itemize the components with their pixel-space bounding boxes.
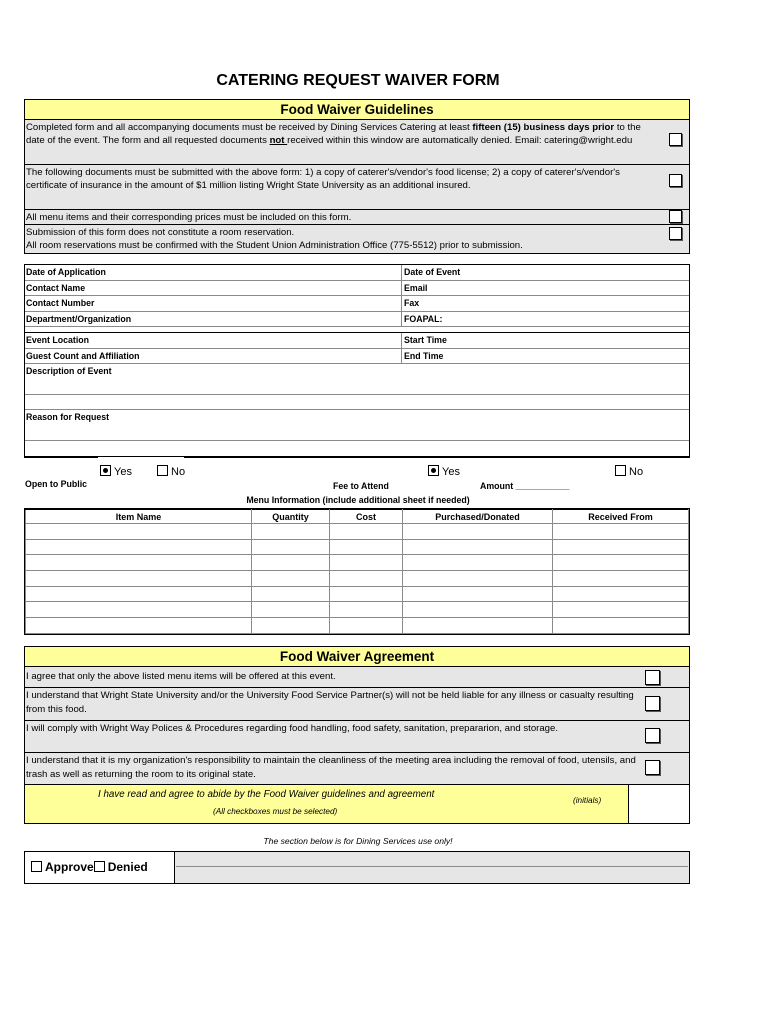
menu-cell[interactable] [26, 571, 252, 587]
agreement-checkbox-4[interactable] [645, 760, 660, 775]
guideline-room-reservation: Submission of this form does not constitute a room reservation. All room reservations must be confirmed with the Student Union Administration Office (775-5512) prior to submission. [25, 225, 689, 253]
approve-option[interactable]: Approve [31, 860, 94, 874]
menu-row [26, 618, 689, 634]
foapal-field[interactable]: FOAPAL: [404, 313, 443, 324]
guidelines-section [24, 99, 690, 254]
col-quantity: Quantity [252, 510, 330, 524]
col-purchased-donated: Purchased/Donated [403, 510, 553, 524]
menu-cell[interactable] [252, 618, 330, 634]
menu-cell[interactable] [553, 571, 689, 587]
guideline-documents: The following documents must be submitted with the above form: 1) a copy of caterer's/vendor's food license; 2) a copy of caterer's/vendor's certificate of insurance in the amount of $1 million listing Wright State University as an additional insured. [25, 165, 689, 210]
reason-field[interactable]: Reason for Request [25, 410, 689, 441]
menu-cell[interactable] [403, 618, 553, 634]
menu-cell[interactable] [403, 524, 553, 540]
menu-cell[interactable] [26, 524, 252, 540]
menu-row [26, 539, 689, 555]
office-use-area [175, 852, 689, 883]
menu-cell[interactable] [553, 524, 689, 540]
menu-cell[interactable] [26, 539, 252, 555]
contact-number-field[interactable]: Contact Number [25, 296, 402, 311]
guideline-checkbox-4[interactable] [669, 227, 682, 240]
menu-cell[interactable] [26, 555, 252, 571]
agreement-item-2: I understand that Wright State University and/or the University Food Service Partner(s) will not be held liable for any illness or casualty resulting from this food. [25, 688, 689, 721]
date-of-application-field[interactable]: Date of Application [25, 265, 402, 280]
menu-cell[interactable] [330, 539, 403, 555]
agreement-header: Food Waiver Agreement [25, 647, 689, 667]
contact-section [24, 264, 690, 457]
menu-cell[interactable] [553, 602, 689, 618]
guest-count-field[interactable]: Guest Count and Affiliation [25, 349, 402, 364]
menu-cell[interactable] [252, 524, 330, 540]
initials-field[interactable] [629, 785, 689, 823]
menu-cell[interactable] [553, 539, 689, 555]
menu-row [26, 586, 689, 602]
acknowledge-text: I have read and agree to abide by the Food Waiver guidelines and agreement [98, 789, 435, 800]
menu-row [26, 571, 689, 587]
checkbox-note: (All checkboxes must be selected) [213, 807, 338, 816]
guideline-checkbox-3[interactable] [669, 210, 682, 223]
menu-cell[interactable] [330, 571, 403, 587]
agreement-section [24, 646, 690, 824]
department-field[interactable]: Department/Organization [25, 312, 402, 327]
fee-no[interactable]: No [615, 465, 643, 478]
menu-title: Menu Information (include additional sheet if needed) [246, 495, 470, 505]
guideline-deadline: Completed form and all accompanying documents must be received by Dining Services Catering at least fifteen (15) business days prior to the date of the event. The form and all requested documents not received within this window are automatically denied. Email: catering@wright.edu [25, 120, 689, 165]
event-location-field[interactable]: Event Location [25, 333, 402, 348]
form-title: CATERING REQUEST WAIVER FORM [216, 72, 500, 89]
agreement-checkbox-3[interactable] [645, 728, 660, 743]
agreement-checkbox-2[interactable] [645, 696, 660, 711]
menu-cell[interactable] [403, 571, 553, 587]
menu-row [26, 524, 689, 540]
menu-cell[interactable] [252, 602, 330, 618]
menu-row [26, 602, 689, 618]
menu-cell[interactable] [252, 539, 330, 555]
agreement-checkbox-1[interactable] [645, 670, 660, 685]
amount-field[interactable]: Amount ___________ [480, 481, 570, 491]
fax-field[interactable]: Fax [404, 298, 420, 308]
menu-cell[interactable] [26, 586, 252, 602]
menu-cell[interactable] [403, 602, 553, 618]
dining-services-section [24, 851, 690, 884]
menu-cell[interactable] [252, 571, 330, 587]
agreement-item-3: I will comply with Wright Way Polices & Procedures regarding food handling, food safety, sanitation, prepararion, and storage. [25, 721, 689, 753]
menu-cell[interactable] [330, 602, 403, 618]
col-cost: Cost [330, 510, 403, 524]
guideline-checkbox-1[interactable] [669, 133, 682, 146]
menu-cell[interactable] [330, 555, 403, 571]
menu-cell[interactable] [403, 539, 553, 555]
menu-cell[interactable] [403, 586, 553, 602]
fee-label: Fee to Attend [333, 481, 389, 491]
initials-label: (initials) [573, 796, 602, 805]
menu-cell[interactable] [553, 586, 689, 602]
email-field[interactable]: Email [404, 282, 428, 293]
menu-cell[interactable] [252, 586, 330, 602]
radio-icon [157, 465, 168, 476]
agreement-item-1: I agree that only the above listed menu items will be offered at this event. [25, 667, 689, 688]
end-time-field[interactable]: End Time [404, 350, 444, 361]
guidelines-header: Food Waiver Guidelines [25, 100, 689, 120]
guideline-checkbox-2[interactable] [669, 174, 682, 187]
office-use-note: The section below is for Dining Services use only! [263, 836, 453, 846]
menu-table [24, 508, 690, 635]
radio-icon [31, 861, 42, 872]
col-received-from: Received From [553, 510, 689, 524]
menu-cell[interactable] [553, 618, 689, 634]
date-of-event-field[interactable]: Date of Event [404, 267, 461, 277]
menu-cell[interactable] [330, 618, 403, 634]
menu-cell[interactable] [403, 555, 553, 571]
menu-row [26, 555, 689, 571]
start-time-field[interactable]: Start Time [404, 335, 447, 345]
menu-cell[interactable] [26, 618, 252, 634]
radio-icon [94, 861, 105, 872]
menu-cell[interactable] [330, 586, 403, 602]
denied-option[interactable]: Denied [94, 860, 148, 874]
menu-cell[interactable] [330, 524, 403, 540]
agreement-item-4: I understand that it is my organization's responsibility to maintain the cleanliness of the meeting area including the removal of food, utensils, and trash as well as returning the room to its original state. [25, 753, 689, 785]
menu-header-row [26, 510, 689, 524]
description-field[interactable]: Description of Event [25, 364, 689, 395]
open-to-public-yes[interactable]: Yes [100, 465, 132, 478]
menu-cell[interactable] [26, 602, 252, 618]
col-item-name: Item Name [26, 510, 252, 524]
contact-name-field[interactable]: Contact Name [25, 281, 402, 296]
guideline-menu-items: All menu items and their corresponding prices must be included on this form. [25, 210, 689, 225]
radio-icon [615, 465, 626, 476]
radio-icon [100, 465, 111, 476]
open-to-public-label: Open to Public [25, 479, 88, 489]
fee-yes[interactable]: Yes [428, 465, 460, 478]
radio-icon [428, 465, 439, 476]
menu-cell[interactable] [553, 555, 689, 571]
menu-cell[interactable] [252, 555, 330, 571]
open-to-public-no[interactable]: No [157, 465, 185, 478]
